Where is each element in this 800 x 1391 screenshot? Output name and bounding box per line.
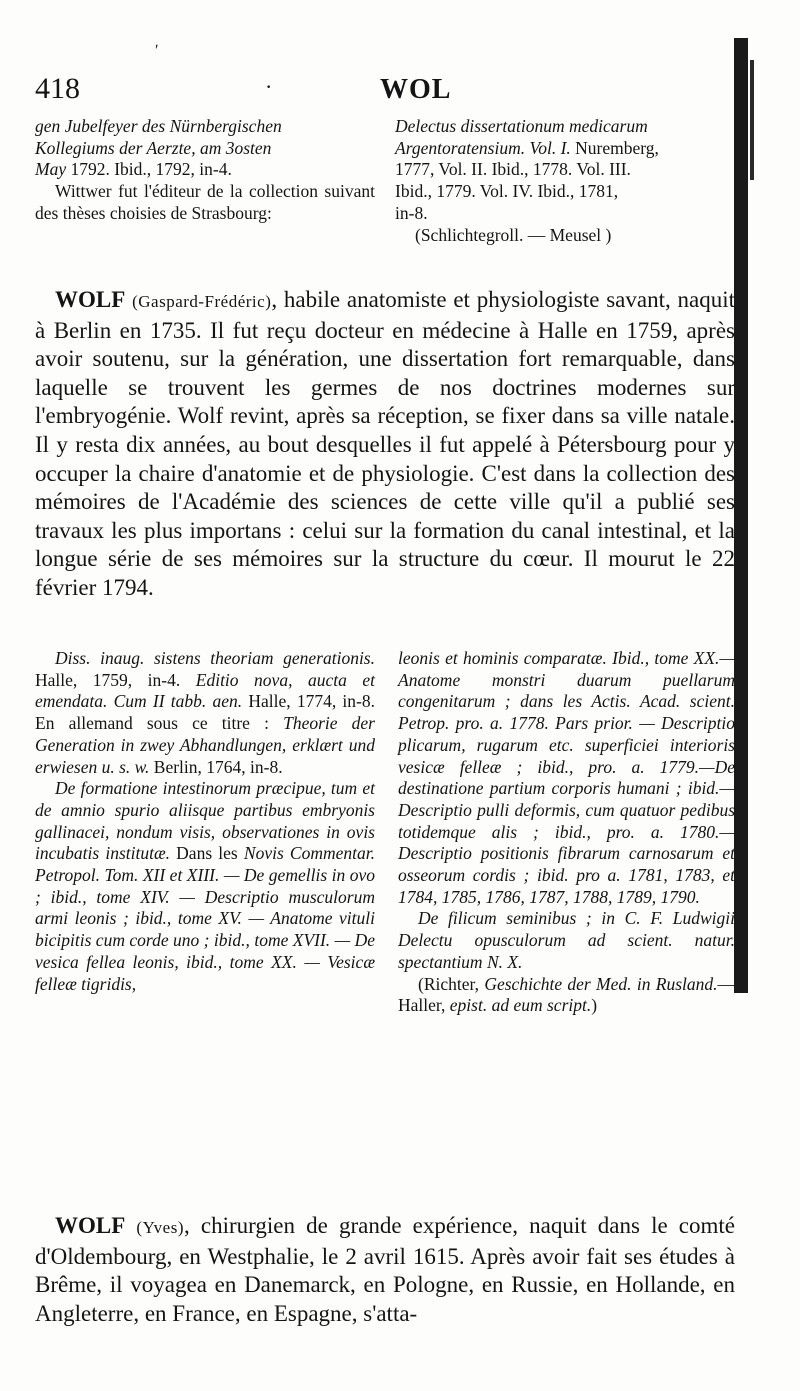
entry-name: WOLF (55, 1213, 126, 1238)
ref-line: in-8. (395, 202, 428, 223)
bib-paragraph: De filicum seminibus ; in C. F. Ludwigii Delectu opusculorum ad scient. natur. spectantium N. X. (398, 908, 735, 972)
ref-line: gen Jubelfeyer des Nürnbergischen (35, 116, 282, 136)
page-header (35, 72, 735, 112)
entry-wolf-gaspard (35, 286, 735, 603)
bib-paragraph: Diss. inaug. sistens theoriam generationis. Halle, 1759, in-4. Editio nova, aucta et emendata. Cum II tabb. aen. Halle, 1774, in-8. En allemand sous ce titre : Theorie der Generation in zwey Abhandlungen, erklært und erwiesen u. s. w. Berlin, 1764, in-8. (35, 648, 375, 777)
bib-right-column (398, 648, 735, 1017)
top-right-column (395, 116, 735, 246)
entry-text: , chirurgien de grande expérience, naquit dans le comté d'Oldembourg, en Westphalie, le 2 avril 1615. Après avoir fait ses études à Brême, il voyagea en Danemarck, en Pologne, en Russie, en Hollande, en Angleterre, en France, en Espagne, s'atta- (35, 1213, 736, 1326)
page-edge-mark (750, 60, 754, 180)
entry-text: , habile anatomiste et physiologiste savant, naquit à Berlin en 1735. Il fut reçu docteur en médecine à Halle en 1759, après avoir soutenu, sur la génération, une dissertation fort remarquable, dans laquelle se trouvent les germes de nos doctrines modernes sur l'embryogénie. Wolf revint, après sa réception, se fixer dans sa ville natale. Il y resta dix années, au bout desquelles il fut appelé à Pétersbourg pour y occuper la chaire d'anatomie et de physiologie. C'est dans la collection des mémoires de l'Académie des sciences de cette ville qu'il a publié ses travaux les plus importans : celui sur la formation du canal intestinal, et la longue série de ses mémoires sur la structure du cœur. Il mourut le 22 février 1794. (35, 287, 736, 600)
bib-paragraph: De formatione intestinorum præcipue, tum et de amnio spurio aliisque partibus embryonis gallinacei, nondum visis, observationes in ovis incubatis institutæ. Dans les Novis Commentar. Petropol. Tom. XII et XIII. — De gemellis in ovo ; ibid., tome XIV. — Descriptio musculorum armi leonis ; ibid., tome XV. — Anatome vituli bicipitis cum corde uno ; ibid., tome XVII. — De vesica fellea leonis, ibid., tome XX. — Vesicæ felleæ tigridis, (35, 778, 376, 994)
ref-line: Ibid., 1779. Vol. IV. Ibid., 1781, (395, 181, 619, 202)
entry-forenames: (Gaspard-Frédéric) (132, 292, 272, 311)
ref-line: Kollegiums der Aerzte, am 3osten (35, 137, 272, 158)
header-dot: · (265, 74, 273, 99)
ref-paragraph: Wittwer fut l'éditeur de la collection suivant des thèses choisies de Strasbourg: (35, 181, 375, 223)
ref-line: Argentoratensium. Vol. I. Nuremberg, (395, 137, 659, 158)
entry-wolf-yves (35, 1212, 735, 1328)
ref-line: May 1792. Ibid., 1792, in-4. (35, 159, 232, 180)
ref-line: Delectus dissertationum medicarum (395, 116, 648, 136)
ref-source: (Schlichtegroll. — Meusel ) (415, 224, 612, 245)
ref-line: 1777, Vol. II. Ibid., 1778. Vol. III. (395, 159, 631, 180)
bib-left-column (35, 648, 375, 995)
entry-forenames: (Yves) (136, 1218, 184, 1237)
page-edge-shadow (734, 38, 748, 993)
top-left-column (35, 116, 375, 225)
running-head: WOL (380, 74, 452, 105)
bib-source: (Richter, Geschichte der Med. in Rusland.—Haller, epist. ad eum script.) (398, 973, 736, 1016)
ink-speck: ʹ (155, 42, 159, 59)
entry-name: WOLF (55, 287, 126, 312)
page-number: 418 (35, 72, 80, 105)
bib-paragraph: leonis et hominis comparatæ. Ibid., tome XX.—Anatome monstri duarum puellarum congenitarum ; dans les Actis. Acad. scient. Petrop. pro. a. 1778. Pars prior. — Descriptio plicarum, rugarum etc. superficiei interioris vesicæ felleæ ; ibid., pro. a. 1779.—De destinatione partium corporis humani ; ibid.—Descriptio pulli deformis, cum quatuor pedibus totidemque alis ; ibid., pro. a. 1780.— Descriptio positionis fibrarum carnosarum et osseorum cordis ; ibid. pro a. 1781, 1783, et 1784, 1785, 1786, 1787, 1788, 1789, 1790. (398, 648, 735, 907)
